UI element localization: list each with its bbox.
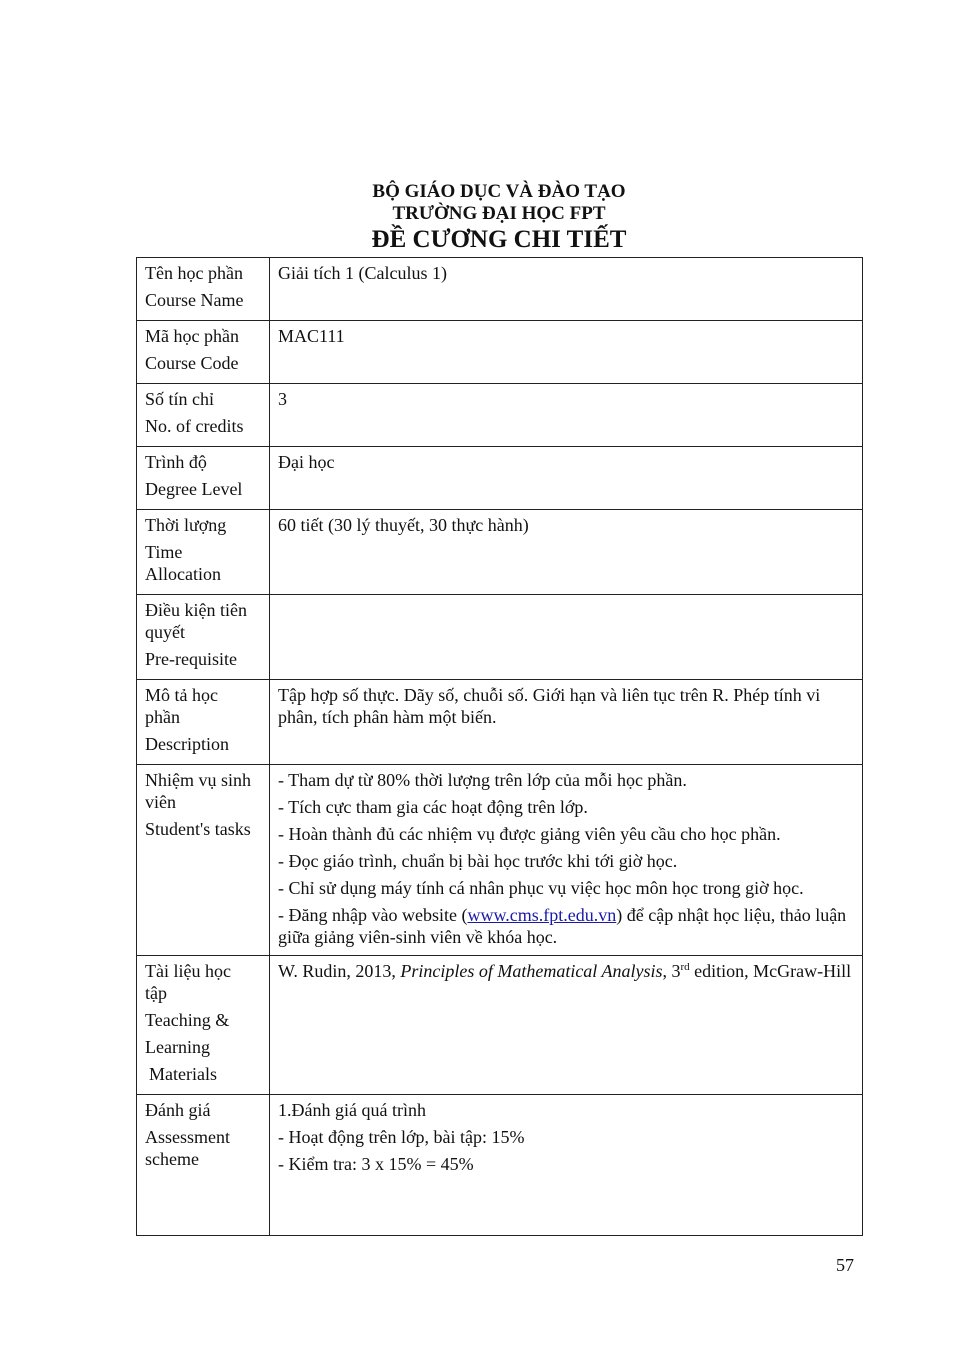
label-en: Allocation — [145, 564, 221, 584]
task-text: ) để cập nhật học liệu, thảo luận giữa giảng viên-sinh viên về khóa học. — [278, 905, 847, 947]
label-en: Teaching & — [145, 1010, 230, 1030]
assessment-item: - Hoạt động trên lớp, bài tập: 15% — [278, 1127, 525, 1147]
row-value — [270, 258, 863, 321]
label-vi: Số tín chỉ — [145, 389, 215, 409]
material-author: W. Rudin, 2013, — [278, 961, 401, 981]
row-label — [137, 680, 270, 765]
label-en: No. of credits — [145, 416, 244, 436]
label-vi: Tài liệu học — [145, 961, 231, 981]
label-en: Materials — [149, 1064, 217, 1084]
task-item — [278, 904, 854, 948]
row-label — [137, 258, 270, 321]
label-vi: phần — [145, 707, 180, 727]
table-row — [137, 765, 863, 956]
ministry-name: BỘ GIÁO DỤC VÀ ĐÀO TẠO — [372, 181, 626, 202]
label-en: Time — [145, 542, 183, 562]
label-en: Assessment — [145, 1127, 230, 1147]
credits-value: 3 — [278, 389, 287, 409]
task-item: - Chỉ sử dụng máy tính cá nhân phục vụ việc học môn học trong giờ học. — [278, 878, 804, 898]
degree-value: Đại học — [278, 452, 335, 472]
material-edition-number: , 3 — [662, 961, 681, 981]
material-book-title: Principles of Mathematical Analysis — [400, 961, 663, 981]
table-row — [137, 595, 863, 680]
label-vi: Mã học phần — [145, 326, 239, 346]
document-header — [0, 181, 960, 255]
time-value: 60 tiết (30 lý thuyết, 30 thực hành) — [278, 515, 529, 535]
assessment-item: - Kiểm tra: 3 x 15% = 45% — [278, 1154, 474, 1174]
label-vi: Điều kiện tiên — [145, 600, 247, 620]
row-label — [137, 510, 270, 595]
row-label — [137, 956, 270, 1095]
table-row — [137, 680, 863, 765]
course-code-value: MAC111 — [278, 326, 345, 346]
material-edition: edition, McGraw-Hill — [689, 961, 852, 981]
label-vi: viên — [145, 792, 176, 812]
label-vi: Thời lượng — [145, 515, 227, 535]
university-name: TRƯỜNG ĐẠI HỌC FPT — [392, 203, 606, 224]
row-value — [270, 384, 863, 447]
task-item: - Tích cực tham gia các hoạt động trên lớp. — [278, 797, 588, 817]
table-row — [137, 447, 863, 510]
document-title: ĐỀ CƯƠNG CHI TIẾT — [371, 226, 627, 253]
row-value — [270, 1095, 863, 1236]
label-en: Course Code — [145, 353, 239, 373]
syllabus-table — [136, 257, 863, 1236]
task-item: - Hoàn thành đủ các nhiệm vụ được giảng viên yêu cầu cho học phần. — [278, 824, 781, 844]
label-vi: Đánh giá — [145, 1100, 211, 1120]
label-vi: tập — [145, 983, 167, 1003]
page-number: 57 — [836, 1255, 854, 1275]
label-vi: Mô tả học — [145, 685, 218, 705]
row-value — [270, 447, 863, 510]
row-value — [270, 765, 863, 956]
row-label — [137, 1095, 270, 1236]
label-en: Learning — [145, 1037, 210, 1057]
row-label — [137, 595, 270, 680]
assessment-item: 1.Đánh giá quá trình — [278, 1100, 426, 1120]
row-label — [137, 765, 270, 956]
row-label — [137, 384, 270, 447]
task-item: - Tham dự từ 80% thời lượng trên lớp của mỗi học phần. — [278, 770, 687, 790]
task-item: - Đọc giáo trình, chuẩn bị bài học trước khi tới giờ học. — [278, 851, 678, 871]
label-en: scheme — [145, 1149, 199, 1169]
row-value — [270, 680, 863, 765]
table-row — [137, 956, 863, 1095]
table-row — [137, 1095, 863, 1236]
label-vi: quyết — [145, 622, 185, 642]
material-reference — [278, 960, 854, 982]
label-vi: Nhiệm vụ sinh — [145, 770, 251, 790]
label-vi: Trình độ — [145, 452, 207, 472]
label-en: Course Name — [145, 290, 244, 310]
row-value — [270, 956, 863, 1095]
table-row — [137, 384, 863, 447]
table-row — [137, 510, 863, 595]
label-vi: Tên học phần — [145, 263, 243, 283]
row-value — [270, 321, 863, 384]
description-value: Tập hợp số thực. Dãy số, chuỗi số. Giới hạn và liên tục trên R. Phép tính vi phân, tích phân hàm một biến. — [278, 685, 821, 727]
table-row — [137, 258, 863, 321]
label-en: Student's tasks — [145, 819, 251, 839]
row-label — [137, 447, 270, 510]
material-edition-suffix: rd — [680, 961, 690, 973]
row-value — [270, 510, 863, 595]
row-value — [270, 595, 863, 680]
label-en: Pre-requisite — [145, 649, 237, 669]
cms-link[interactable]: www.cms.fpt.edu.vn — [467, 905, 617, 925]
label-en: Degree Level — [145, 479, 243, 499]
course-name-value: Giải tích 1 (Calculus 1) — [278, 263, 447, 283]
table-row — [137, 321, 863, 384]
row-label — [137, 321, 270, 384]
task-text: - Đăng nhập vào website ( — [278, 905, 468, 925]
label-en: Description — [145, 734, 229, 754]
